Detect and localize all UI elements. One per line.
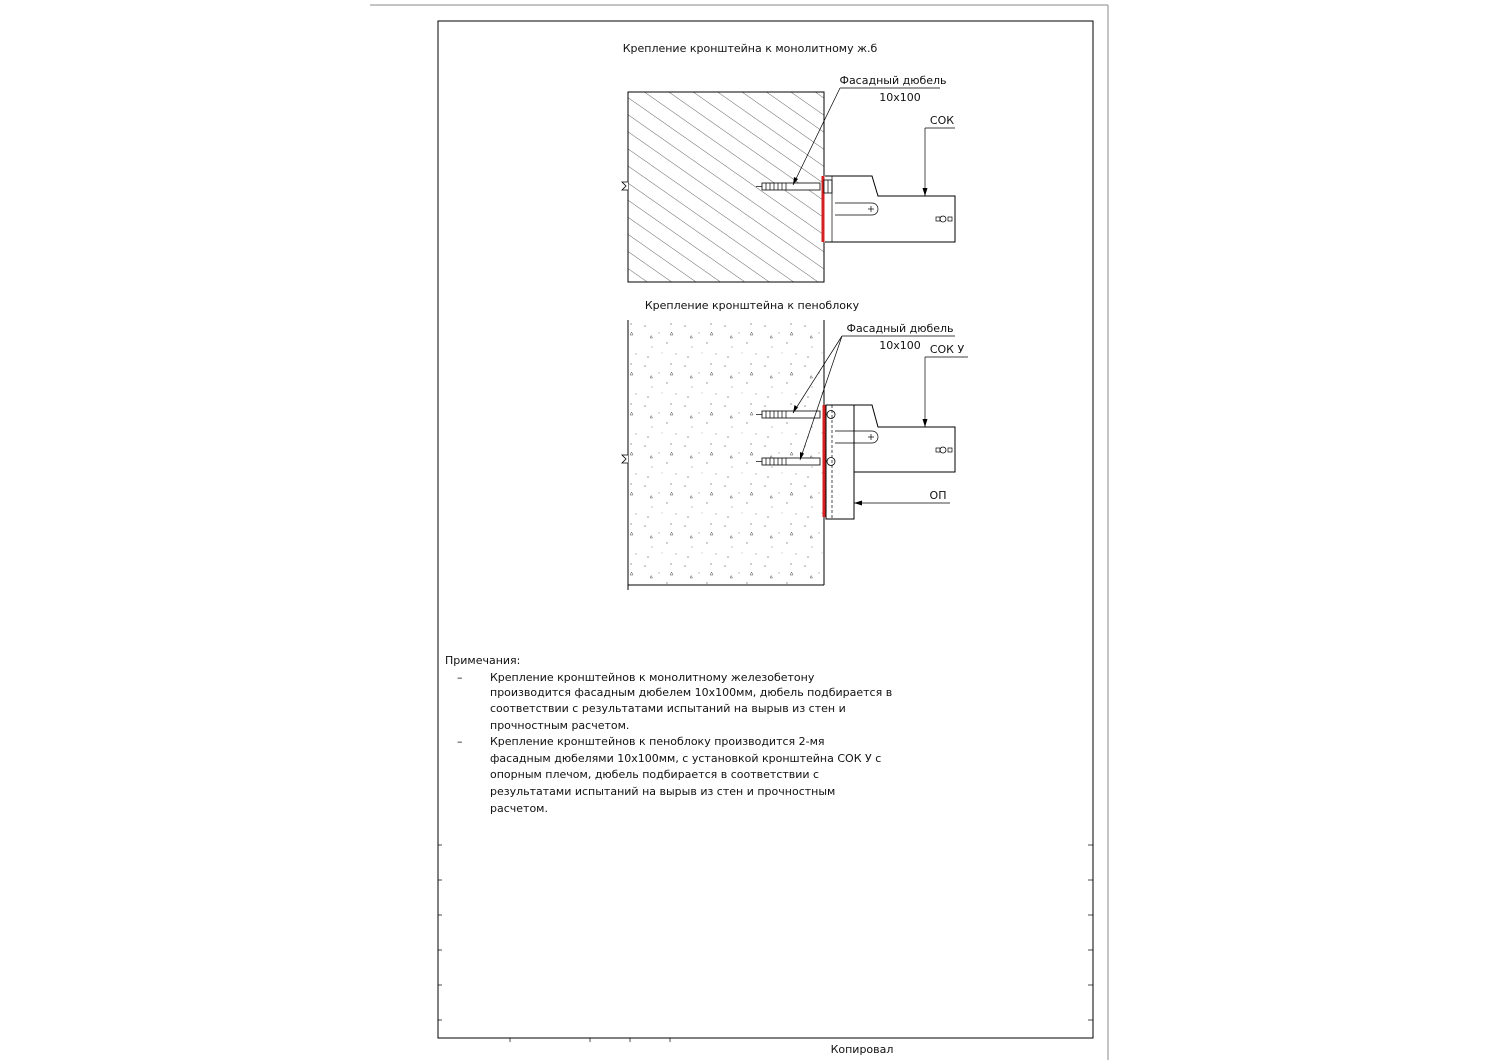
dowel-size: 10х100 [879,91,921,104]
leader-bracket-concrete [923,114,956,196]
leader-support [854,489,950,506]
leader-bracket-foamblock [923,343,969,427]
bracket-cok-u [835,405,955,472]
break-line-icon [622,182,628,190]
bracket-label-2: СОК У [929,343,965,356]
note-line: фасадным дюбелями 10х100мм, с установкой кронштейна СОК У с [490,752,882,765]
note-line: прочностным расчетом. [490,719,630,732]
bracket-cok [825,176,955,242]
detail-concrete [622,42,955,282]
break-line-icon [622,455,628,463]
note-dash: – [457,671,463,684]
note-line: Крепление кронштейнов к монолитному железобетону [490,671,815,684]
detail-concrete-title: Крепление кронштейна к монолитному ж.б [622,42,878,55]
foamblock-wall [628,320,824,585]
note-line: Крепление кронштейнов к пеноблоку производится 2-мя [490,735,825,748]
note-dash: – [457,735,463,748]
note-line: производится фасадным дюбелем 10х100мм, дюбель подбирается в [490,686,893,699]
dowel-size-2: 10х100 [879,339,921,352]
support-label: ОП [929,489,947,502]
note-line: результатами испытаний на вырыв из стен и прочностным [490,785,836,798]
detail-foamblock-title: Крепление кронштейна к пеноблоку [644,299,860,312]
note-line: соответствии с результатами испытаний на вырыв из стен и [490,702,846,715]
dowel-label: Фасадный дюбель [839,74,947,87]
note-line: опорным плечом, дюбель подбирается в соответствии с [490,768,820,781]
notes [445,654,892,815]
dowel-label-2: Фасадный дюбель [846,322,954,335]
copied-by-label: Копировал [830,1043,894,1056]
note-line: расчетом. [490,802,548,815]
notes-heading: Примечания: [445,654,521,667]
detail-foamblock [622,299,968,590]
bracket-label: СОК [929,114,955,127]
